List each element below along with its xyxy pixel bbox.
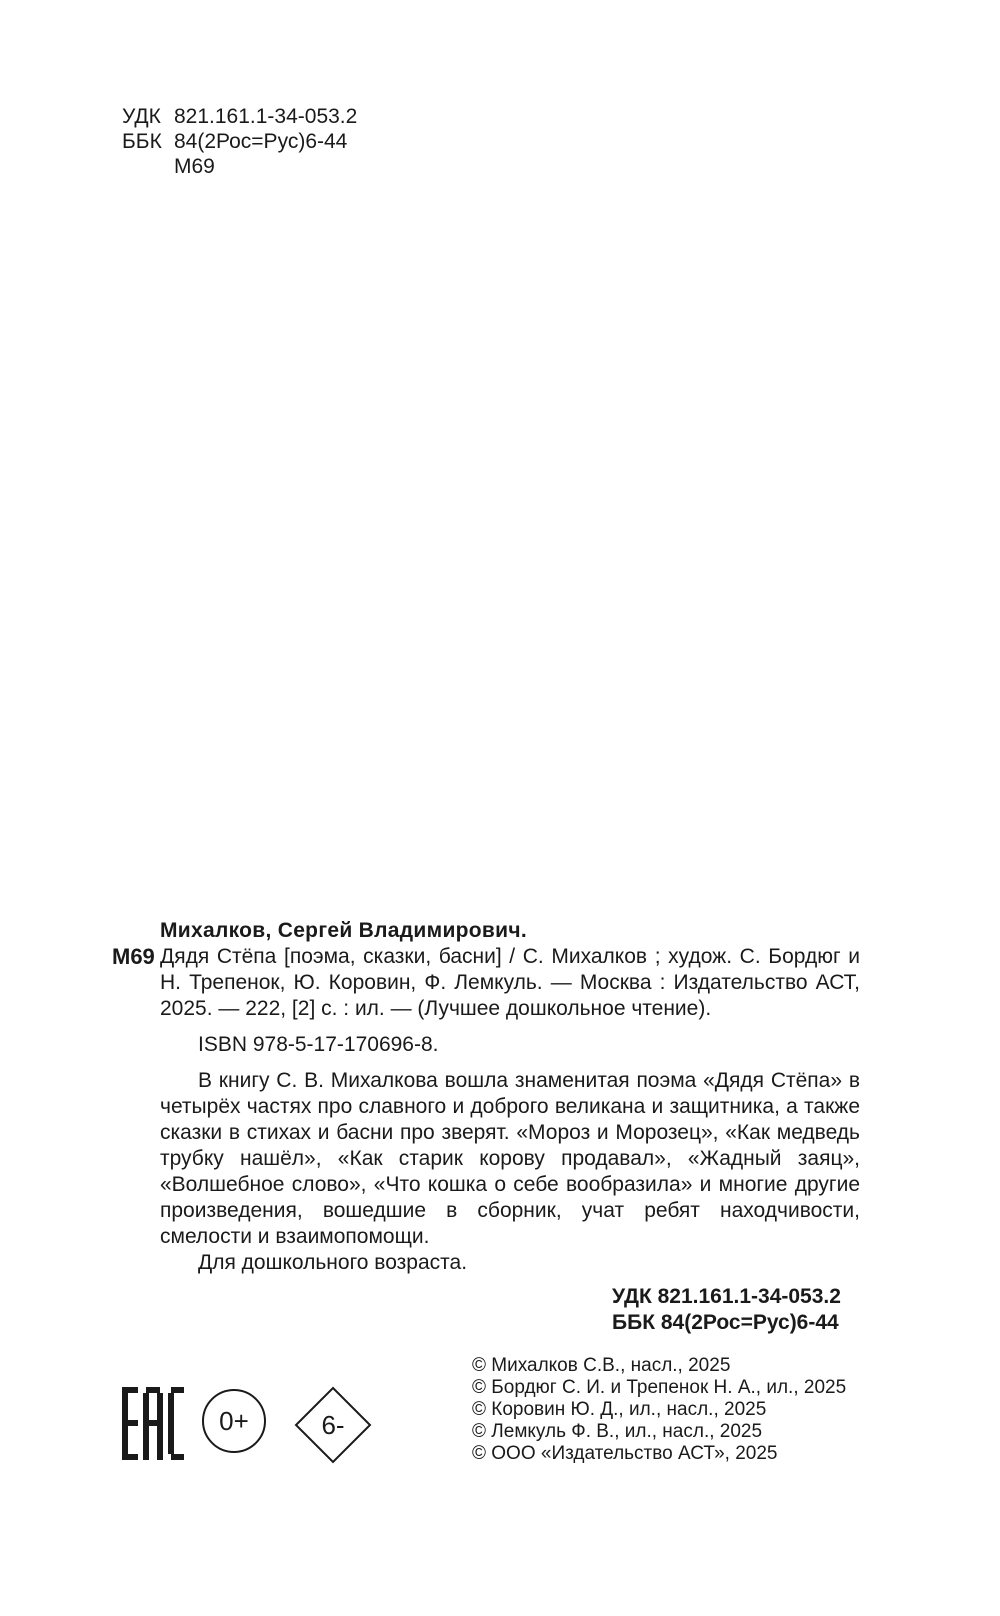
shelf-code: М69	[112, 944, 155, 969]
bbk-bottom: ББК 84(2Рос=Рус)6-44	[612, 1311, 839, 1334]
copyright-line: © Лемкуль Ф. В., ил., насл., 2025	[472, 1421, 763, 1442]
copyright-list	[472, 1355, 846, 1465]
bbk-row	[122, 129, 357, 154]
age-note: Для дошкольного возраста.	[198, 1251, 468, 1274]
isbn: ISBN 978-5-17-170696-8.	[198, 1033, 439, 1056]
annotation: В книгу С. В. Михалкова вошла знаменитая поэма «Дядя Стёпа» в четырёх частях про славного и доброго великана и защитника, а также сказки в стихах и басни про зверят. «Мороз и Морозец», «Как медведь трубку нашёл», «Как старик корову продавал», «Жадный заяц», «Волшебное слово», «Что кошка о себе вообразила» и многие другие произведения, вошедшие в сборник, учат ребят находчивости, смелости и взаимопомощи.	[160, 1069, 860, 1248]
age-diamond-badge	[294, 1386, 372, 1464]
classification-bottom	[612, 1284, 841, 1336]
udk-bottom: УДК 821.161.1-34-053.2	[612, 1285, 841, 1308]
record-author: Михалков, Сергей Владимирович.	[160, 919, 527, 942]
bbk-label: ББК	[122, 130, 162, 153]
author-code: М69	[174, 155, 215, 178]
age-rating-badge: 0+	[202, 1389, 266, 1453]
copyright-line: © ООО «Издательство АСТ», 2025	[472, 1443, 778, 1464]
bbk-value: 84(2Рос=Рус)6-44	[174, 130, 348, 153]
udk-value: 821.161.1-34-053.2	[174, 105, 358, 128]
copyright-line: © Бордюг С. И. и Трепенок Н. А., ил., 2025	[472, 1377, 847, 1398]
classification-top	[122, 104, 357, 179]
udk-row	[122, 104, 357, 129]
copyright-line: © Коровин Ю. Д., ил., насл., 2025	[472, 1399, 767, 1420]
copyright-line: © Михалков С.В., насл., 2025	[472, 1355, 731, 1376]
udk-label: УДК	[122, 105, 161, 128]
age-diamond-label: 6-	[321, 1409, 345, 1440]
record-description: Дядя Стёпа [поэма, сказки, басни] / С. Михалков ; худож. С. Бордюг и Н. Трепенок, Ю. Коровин, Ф. Лемкуль. — Москва : Издательство АСТ, 2025. — 222, [2] с. : ил. — (Лучшее дошкольное чтение).	[160, 945, 860, 1020]
bibliographic-record	[112, 918, 860, 1276]
eac-logo-icon	[122, 1387, 184, 1460]
